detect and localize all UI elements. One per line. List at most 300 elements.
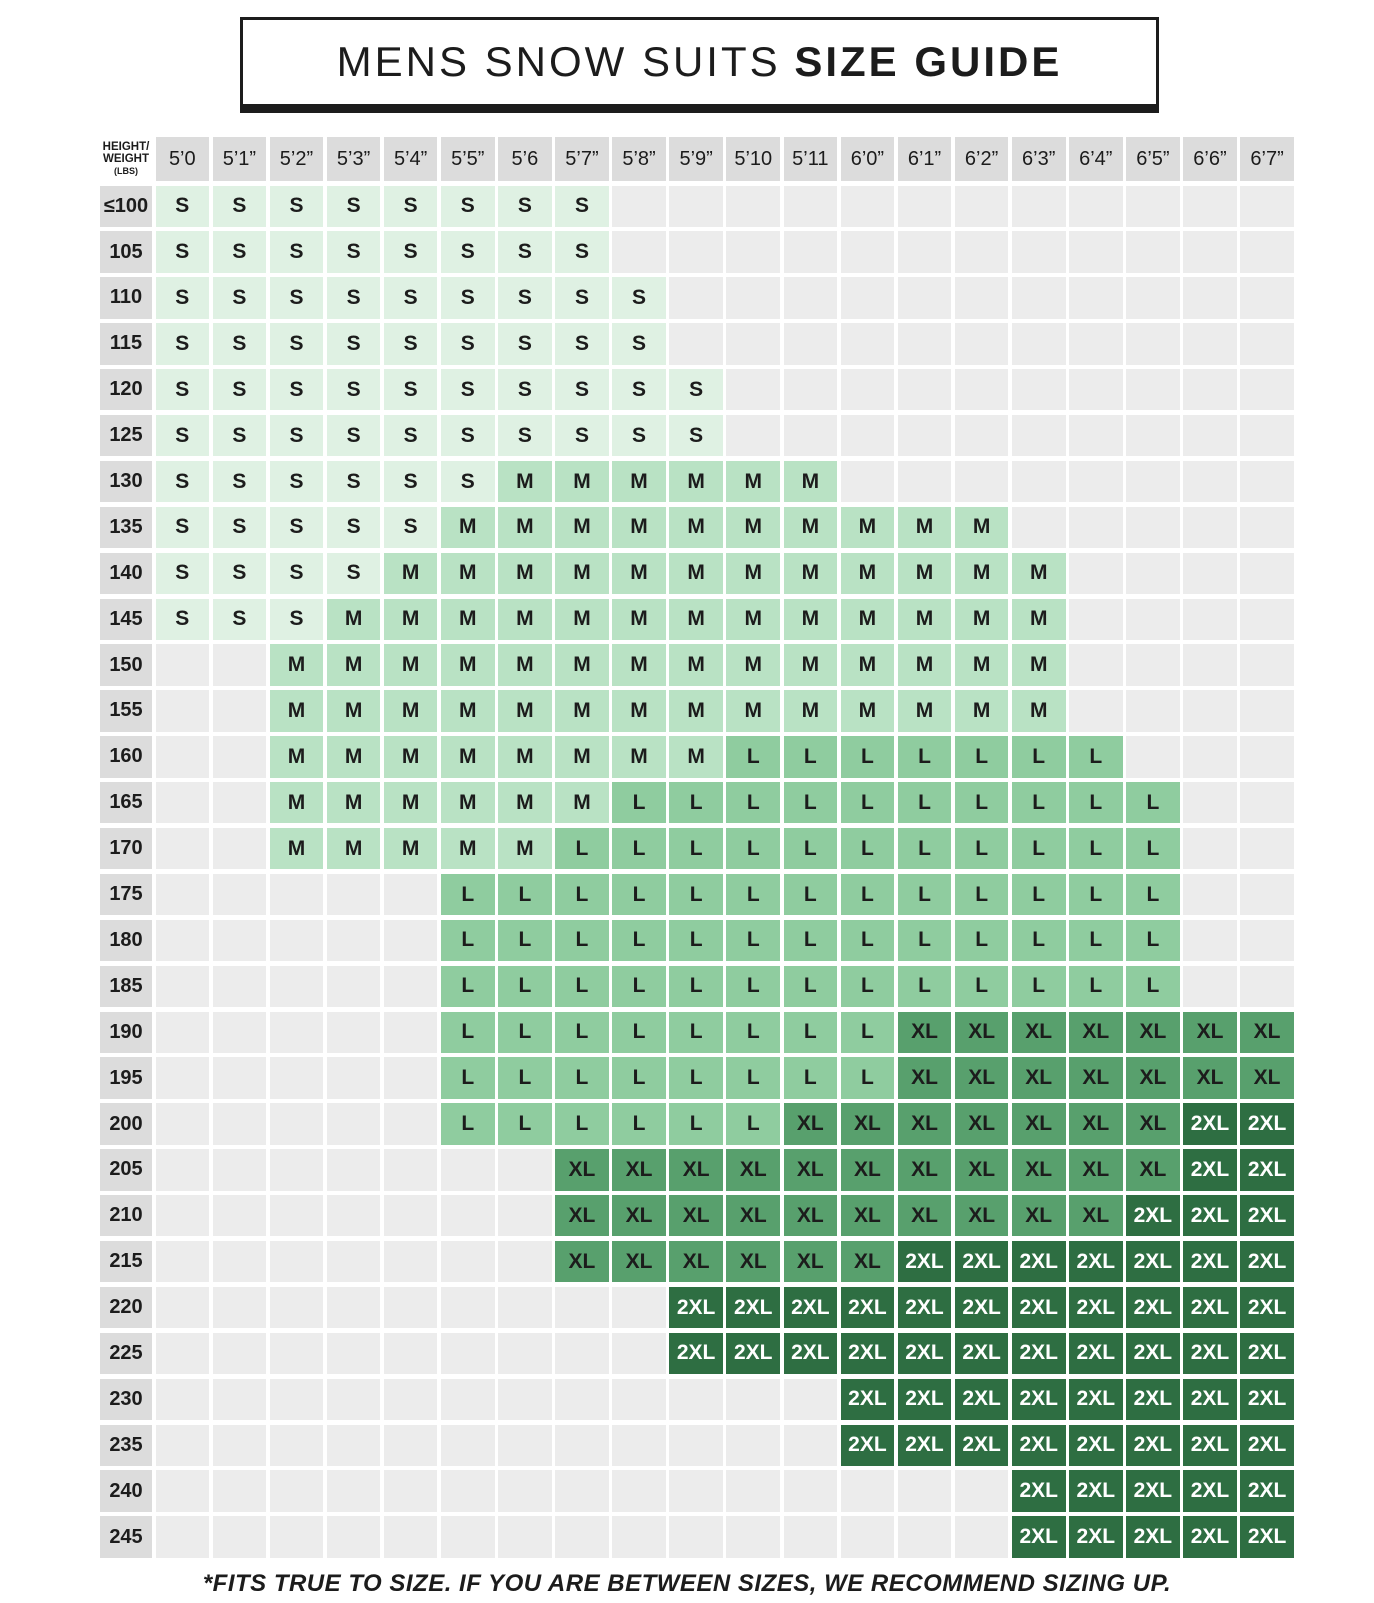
weight-row-header: 140 [100, 553, 152, 594]
size-cell: 2XL [1012, 1470, 1066, 1511]
empty-cell [612, 1425, 666, 1466]
size-cell: 2XL [1183, 1103, 1237, 1144]
empty-cell [441, 1195, 495, 1236]
size-cell: M [955, 644, 1009, 685]
size-cell: XL [1069, 1103, 1123, 1144]
size-cell: XL [555, 1195, 609, 1236]
size-cell: M [955, 690, 1009, 731]
empty-cell [213, 736, 267, 777]
size-cell: L [784, 828, 838, 869]
empty-cell [270, 1241, 324, 1282]
empty-cell [213, 1333, 267, 1374]
empty-cell [327, 1470, 381, 1511]
weight-row-header: 170 [100, 828, 152, 869]
size-cell: L [955, 874, 1009, 915]
size-cell: S [156, 231, 210, 272]
size-cell: M [784, 599, 838, 640]
size-cell: S [669, 415, 723, 456]
empty-cell [441, 1516, 495, 1557]
size-cell: M [1012, 644, 1066, 685]
empty-cell [156, 644, 210, 685]
empty-cell [841, 461, 895, 502]
size-cell: M [327, 599, 381, 640]
empty-cell [213, 828, 267, 869]
size-cell: XL [898, 1012, 952, 1053]
size-cell: M [270, 782, 324, 823]
empty-cell [213, 1379, 267, 1420]
size-cell: L [612, 1057, 666, 1098]
size-cell: 2XL [1012, 1379, 1066, 1420]
size-cell: L [955, 920, 1009, 961]
size-cell: L [841, 966, 895, 1007]
empty-cell [669, 231, 723, 272]
size-cell: M [784, 507, 838, 548]
height-header: 6’0” [841, 137, 895, 181]
size-cell: XL [669, 1241, 723, 1282]
empty-cell [1183, 690, 1237, 731]
empty-cell [1240, 966, 1294, 1007]
size-cell: M [441, 644, 495, 685]
title-box [240, 17, 1159, 113]
empty-cell [1240, 231, 1294, 272]
size-cell: XL [726, 1149, 780, 1190]
size-cell: M [441, 690, 495, 731]
size-cell: XL [1012, 1057, 1066, 1098]
size-cell: L [784, 736, 838, 777]
size-cell: 2XL [1240, 1287, 1294, 1328]
weight-row-header: 210 [100, 1195, 152, 1236]
size-cell: M [612, 736, 666, 777]
size-cell: S [384, 507, 438, 548]
empty-cell [156, 690, 210, 731]
empty-cell [1069, 599, 1123, 640]
empty-cell [213, 1470, 267, 1511]
empty-cell [327, 1516, 381, 1557]
empty-cell [1012, 186, 1066, 227]
size-cell: 2XL [955, 1333, 1009, 1374]
weight-row-header: 200 [100, 1103, 152, 1144]
size-cell: 2XL [1069, 1425, 1123, 1466]
size-cell: S [327, 231, 381, 272]
empty-cell [898, 461, 952, 502]
size-cell: M [612, 690, 666, 731]
weight-row-header: 220 [100, 1287, 152, 1328]
empty-cell [612, 186, 666, 227]
weight-row-header: ≤100 [100, 186, 152, 227]
size-cell: L [1126, 828, 1180, 869]
empty-cell [1240, 323, 1294, 364]
empty-cell [1069, 690, 1123, 731]
size-cell: L [841, 782, 895, 823]
size-cell: L [726, 828, 780, 869]
empty-cell [498, 1379, 552, 1420]
empty-cell [1183, 736, 1237, 777]
size-cell: 2XL [1240, 1149, 1294, 1190]
size-cell: L [555, 920, 609, 961]
empty-cell [726, 1516, 780, 1557]
size-cell: M [384, 782, 438, 823]
weight-row-header: 240 [100, 1470, 152, 1511]
size-cell: L [726, 1012, 780, 1053]
empty-cell [1183, 599, 1237, 640]
size-cell: L [898, 920, 952, 961]
size-cell: M [1012, 599, 1066, 640]
size-cell: S [213, 369, 267, 410]
empty-cell [156, 828, 210, 869]
size-cell: 2XL [1240, 1103, 1294, 1144]
empty-cell [213, 782, 267, 823]
empty-cell [498, 1425, 552, 1466]
size-cell: XL [841, 1149, 895, 1190]
empty-cell [213, 1149, 267, 1190]
size-cell: L [784, 920, 838, 961]
height-header: 5’0 [156, 137, 210, 181]
empty-cell [784, 369, 838, 410]
empty-cell [555, 1379, 609, 1420]
size-cell: S [213, 507, 267, 548]
empty-cell [1126, 644, 1180, 685]
empty-cell [498, 1195, 552, 1236]
empty-cell [156, 736, 210, 777]
size-cell: L [1012, 966, 1066, 1007]
size-cell: S [498, 369, 552, 410]
size-cell: 2XL [1240, 1516, 1294, 1557]
empty-cell [784, 231, 838, 272]
weight-row-header: 180 [100, 920, 152, 961]
size-cell: M [498, 553, 552, 594]
size-cell: S [612, 369, 666, 410]
size-cell: M [955, 553, 1009, 594]
empty-cell [612, 1287, 666, 1328]
empty-cell [213, 1287, 267, 1328]
empty-cell [384, 1470, 438, 1511]
size-cell: L [498, 1057, 552, 1098]
empty-cell [213, 1516, 267, 1557]
size-cell: S [156, 186, 210, 227]
size-cell: 2XL [1069, 1470, 1123, 1511]
empty-cell [1240, 461, 1294, 502]
size-cell: S [270, 231, 324, 272]
size-cell: S [213, 323, 267, 364]
size-cell: L [612, 874, 666, 915]
size-cell: L [441, 874, 495, 915]
empty-cell [784, 1470, 838, 1511]
size-cell: XL [955, 1012, 1009, 1053]
size-cell: M [441, 599, 495, 640]
empty-cell [1240, 736, 1294, 777]
weight-row-header: 230 [100, 1379, 152, 1420]
empty-cell [955, 231, 1009, 272]
size-cell: XL [1183, 1057, 1237, 1098]
size-cell: XL [841, 1241, 895, 1282]
empty-cell [841, 1470, 895, 1511]
size-cell: S [612, 323, 666, 364]
size-cell: L [898, 736, 952, 777]
sizing-footnote: *FITS TRUE TO SIZE. IF YOU ARE BETWEEN SIZES, WE RECOMMEND SIZING UP. [202, 1570, 1172, 1597]
empty-cell [384, 1195, 438, 1236]
height-weight-corner-label [100, 137, 152, 181]
empty-cell [156, 1470, 210, 1511]
empty-cell [955, 1516, 1009, 1557]
empty-cell [669, 1470, 723, 1511]
size-cell: 2XL [726, 1287, 780, 1328]
size-cell: L [555, 966, 609, 1007]
empty-cell [1240, 599, 1294, 640]
empty-cell [384, 920, 438, 961]
weight-row-header: 175 [100, 874, 152, 915]
empty-cell [384, 1103, 438, 1144]
size-cell: S [327, 323, 381, 364]
empty-cell [384, 1287, 438, 1328]
size-cell: L [1069, 920, 1123, 961]
size-cell: M [555, 690, 609, 731]
weight-row-header: 105 [100, 231, 152, 272]
size-cell: M [441, 782, 495, 823]
weight-row-header: 205 [100, 1149, 152, 1190]
empty-cell [327, 1012, 381, 1053]
size-cell: L [1126, 966, 1180, 1007]
size-cell: XL [955, 1195, 1009, 1236]
empty-cell [726, 1470, 780, 1511]
empty-cell [612, 1379, 666, 1420]
size-cell: S [441, 369, 495, 410]
size-cell: 2XL [898, 1287, 952, 1328]
size-cell: S [555, 369, 609, 410]
empty-cell [327, 1287, 381, 1328]
size-cell: S [384, 231, 438, 272]
empty-cell [784, 186, 838, 227]
empty-cell [213, 1103, 267, 1144]
empty-cell [1012, 369, 1066, 410]
size-cell: M [384, 828, 438, 869]
size-cell: M [384, 644, 438, 685]
empty-cell [441, 1425, 495, 1466]
size-cell: S [555, 323, 609, 364]
size-cell: M [270, 736, 324, 777]
empty-cell [669, 186, 723, 227]
empty-cell [1069, 415, 1123, 456]
size-cell: S [441, 461, 495, 502]
size-cell: M [726, 507, 780, 548]
empty-cell [612, 1516, 666, 1557]
empty-cell [327, 966, 381, 1007]
empty-cell [156, 1103, 210, 1144]
size-cell: M [669, 553, 723, 594]
size-cell: S [384, 277, 438, 318]
empty-cell [1126, 369, 1180, 410]
empty-cell [669, 1516, 723, 1557]
empty-cell [384, 1379, 438, 1420]
empty-cell [1240, 369, 1294, 410]
size-cell: M [669, 690, 723, 731]
size-cell: L [612, 1103, 666, 1144]
size-cell: M [669, 736, 723, 777]
size-cell: S [156, 369, 210, 410]
corner-line-height: HEIGHT/ [102, 141, 150, 153]
size-cell: L [1012, 828, 1066, 869]
size-cell: S [384, 323, 438, 364]
empty-cell [441, 1287, 495, 1328]
size-cell: M [555, 644, 609, 685]
empty-cell [955, 323, 1009, 364]
size-cell: M [498, 461, 552, 502]
height-header: 5’10 [726, 137, 780, 181]
empty-cell [1183, 323, 1237, 364]
size-cell: S [327, 507, 381, 548]
size-cell: XL [1069, 1057, 1123, 1098]
empty-cell [327, 1379, 381, 1420]
empty-cell [1126, 736, 1180, 777]
size-cell: S [384, 461, 438, 502]
size-cell: L [669, 782, 723, 823]
size-cell: M [384, 599, 438, 640]
size-cell: M [327, 644, 381, 685]
size-cell: XL [1012, 1103, 1066, 1144]
size-cell: L [669, 828, 723, 869]
size-cell: S [498, 277, 552, 318]
size-cell: S [156, 461, 210, 502]
empty-cell [1012, 323, 1066, 364]
size-cell: M [498, 690, 552, 731]
size-cell: 2XL [1012, 1287, 1066, 1328]
size-cell: S [327, 369, 381, 410]
size-cell: XL [1012, 1195, 1066, 1236]
weight-row-header: 155 [100, 690, 152, 731]
size-cell: 2XL [898, 1425, 952, 1466]
size-cell: S [213, 599, 267, 640]
empty-cell [270, 1425, 324, 1466]
size-cell: 2XL [1126, 1333, 1180, 1374]
size-cell: M [384, 690, 438, 731]
empty-cell [384, 1333, 438, 1374]
size-cell: M [327, 736, 381, 777]
empty-cell [156, 1425, 210, 1466]
size-cell: M [784, 644, 838, 685]
size-cell: S [441, 277, 495, 318]
size-cell: M [726, 553, 780, 594]
weight-row-header: 195 [100, 1057, 152, 1098]
empty-cell [213, 966, 267, 1007]
size-cell: M [270, 690, 324, 731]
size-cell: L [555, 1103, 609, 1144]
size-cell: XL [555, 1149, 609, 1190]
size-cell: 2XL [1069, 1333, 1123, 1374]
size-cell: M [555, 507, 609, 548]
empty-cell [1183, 644, 1237, 685]
empty-cell [441, 1241, 495, 1282]
size-cell: S [612, 415, 666, 456]
size-cell: L [841, 1012, 895, 1053]
size-cell: M [784, 690, 838, 731]
size-cell: 2XL [1240, 1425, 1294, 1466]
empty-cell [898, 1516, 952, 1557]
size-cell: XL [955, 1057, 1009, 1098]
size-cell: L [441, 920, 495, 961]
empty-cell [156, 1333, 210, 1374]
empty-cell [1069, 323, 1123, 364]
empty-cell [1012, 231, 1066, 272]
size-cell: L [726, 1103, 780, 1144]
empty-cell [1126, 277, 1180, 318]
empty-cell [1126, 323, 1180, 364]
corner-line-weight: WEIGHT [103, 153, 149, 165]
weight-row-header: 145 [100, 599, 152, 640]
size-cell: M [898, 553, 952, 594]
empty-cell [898, 323, 952, 364]
empty-cell [213, 920, 267, 961]
size-chart-grid [100, 137, 1294, 1558]
size-cell: XL [955, 1103, 1009, 1144]
size-cell: XL [898, 1103, 952, 1144]
height-header: 5’11 [784, 137, 838, 181]
size-cell: M [612, 553, 666, 594]
size-cell: S [327, 415, 381, 456]
size-cell: L [498, 1012, 552, 1053]
size-cell: 2XL [1183, 1425, 1237, 1466]
size-cell: L [498, 920, 552, 961]
size-cell: 2XL [1012, 1333, 1066, 1374]
size-cell: XL [955, 1149, 1009, 1190]
size-cell: L [1126, 920, 1180, 961]
empty-cell [213, 874, 267, 915]
empty-cell [156, 1516, 210, 1557]
size-cell: L [841, 920, 895, 961]
empty-cell [1069, 186, 1123, 227]
empty-cell [1183, 231, 1237, 272]
empty-cell [612, 1470, 666, 1511]
size-cell: S [156, 599, 210, 640]
empty-cell [213, 644, 267, 685]
size-cell: L [612, 1012, 666, 1053]
weight-row-header: 120 [100, 369, 152, 410]
size-cell: M [898, 644, 952, 685]
size-cell: 2XL [726, 1333, 780, 1374]
size-cell: L [441, 966, 495, 1007]
weight-row-header: 160 [100, 736, 152, 777]
empty-cell [1240, 874, 1294, 915]
empty-cell [213, 1241, 267, 1282]
empty-cell [270, 1516, 324, 1557]
empty-cell [498, 1516, 552, 1557]
size-cell: 2XL [841, 1425, 895, 1466]
page-title [337, 38, 1063, 86]
empty-cell [555, 1516, 609, 1557]
height-header: 6’5” [1126, 137, 1180, 181]
empty-cell [1183, 782, 1237, 823]
empty-cell [1240, 828, 1294, 869]
size-cell: XL [784, 1195, 838, 1236]
size-cell: 2XL [898, 1241, 952, 1282]
empty-cell [156, 1012, 210, 1053]
size-cell: S [384, 369, 438, 410]
size-cell: M [327, 828, 381, 869]
size-cell: L [784, 1012, 838, 1053]
empty-cell [1069, 369, 1123, 410]
size-cell: 2XL [784, 1287, 838, 1328]
empty-cell [1240, 690, 1294, 731]
size-cell: M [898, 599, 952, 640]
empty-cell [270, 1470, 324, 1511]
size-cell: S [327, 461, 381, 502]
empty-cell [955, 1470, 1009, 1511]
empty-cell [955, 369, 1009, 410]
empty-cell [213, 1195, 267, 1236]
size-cell: S [270, 186, 324, 227]
size-cell: XL [1126, 1103, 1180, 1144]
empty-cell [384, 1425, 438, 1466]
size-cell: M [555, 782, 609, 823]
size-cell: L [726, 966, 780, 1007]
